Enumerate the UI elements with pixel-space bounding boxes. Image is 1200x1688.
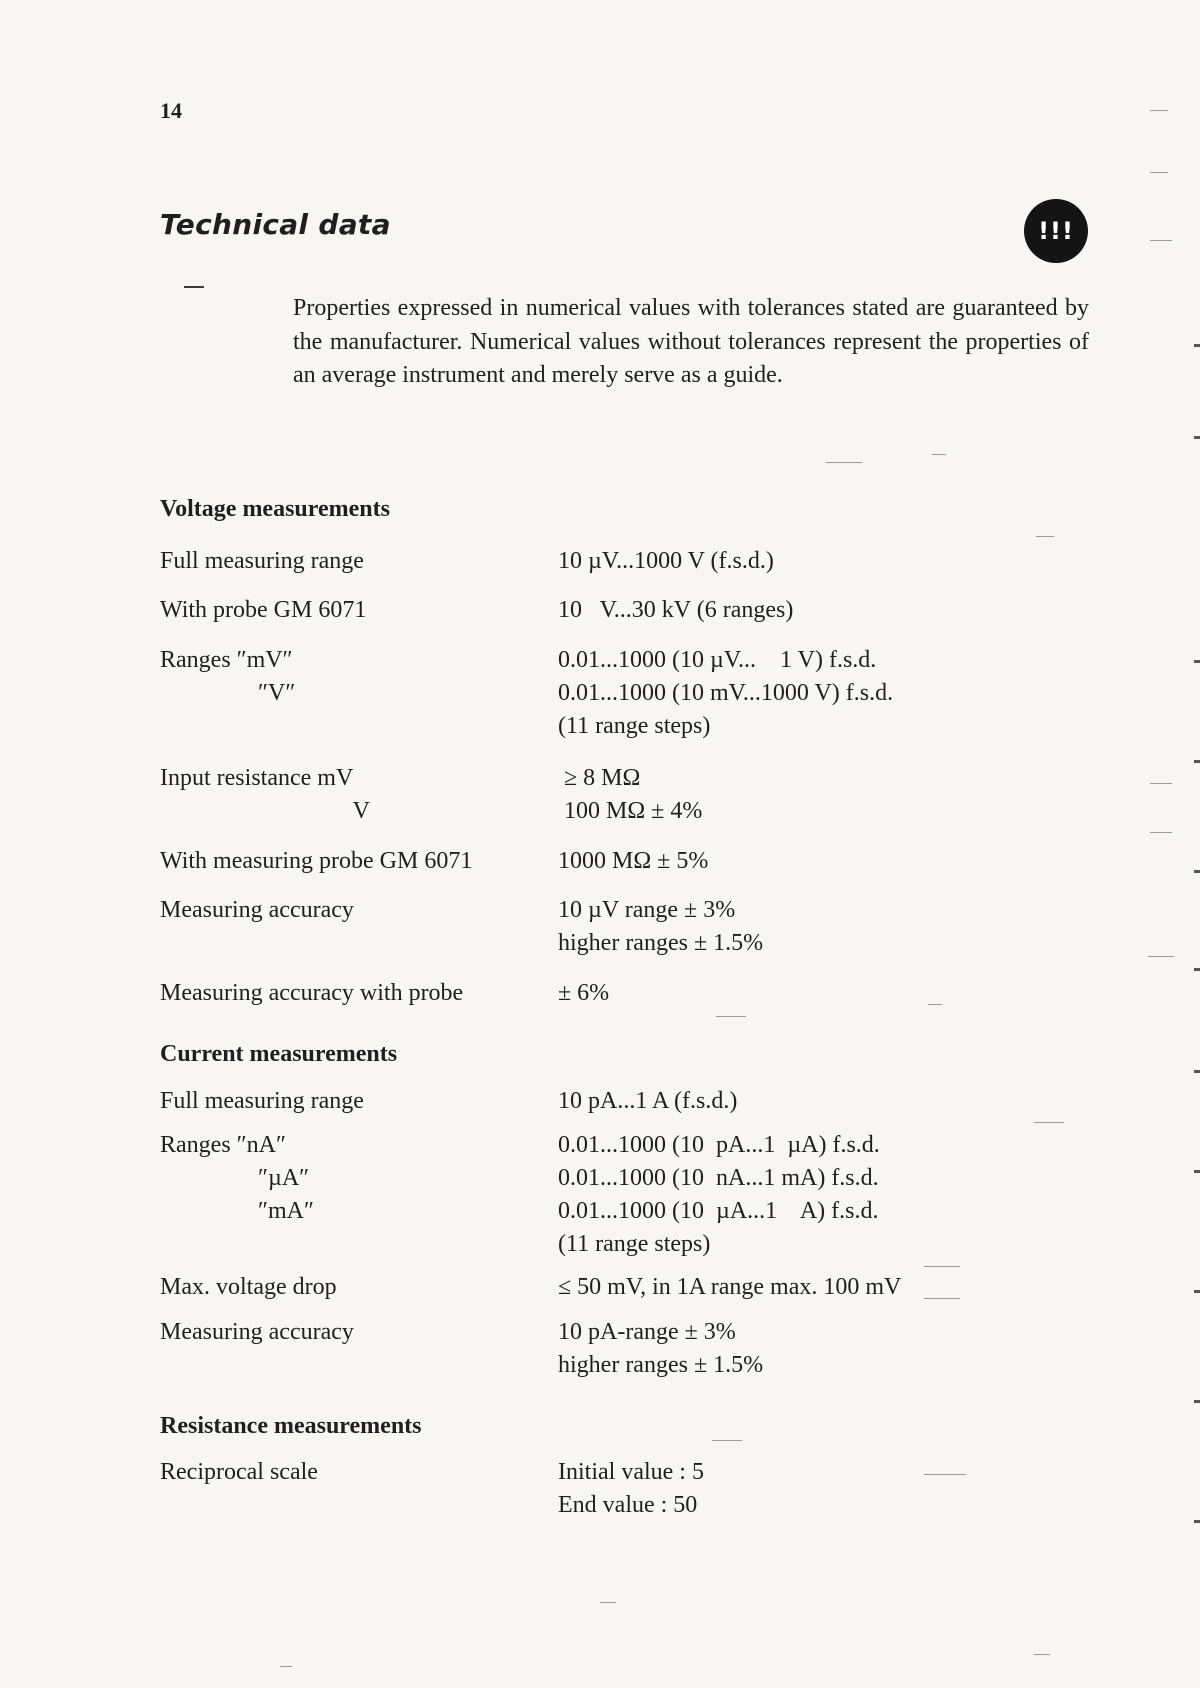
scan-mark xyxy=(1150,783,1172,784)
scan-mark xyxy=(924,1266,960,1267)
spec-label: Max. voltage drop xyxy=(160,1274,337,1300)
scan-mark xyxy=(712,1440,742,1441)
edge-mark xyxy=(1194,968,1200,971)
scan-mark xyxy=(932,454,946,455)
section-heading-resistance: Resistance measurements xyxy=(160,1413,422,1439)
spec-value: ≤ 50 mV, in 1A range max. 100 mV xyxy=(558,1274,902,1300)
edge-mark xyxy=(1194,1400,1200,1403)
edge-mark xyxy=(1194,760,1200,763)
section-heading-voltage: Voltage measurements xyxy=(160,496,390,522)
spec-value: 1000 MΩ ± 5% xyxy=(558,848,709,874)
scan-mark xyxy=(826,462,862,463)
scan-mark xyxy=(1148,956,1174,957)
dash-mark xyxy=(184,286,204,288)
scan-mark xyxy=(1150,172,1168,173)
page-title: Technical data xyxy=(160,208,391,241)
scan-mark xyxy=(600,1602,616,1603)
edge-mark xyxy=(1194,436,1200,439)
spec-value: ≥ 8 MΩ 100 MΩ ± 4% xyxy=(558,765,703,824)
scan-mark xyxy=(1150,832,1172,833)
spec-label: With probe GM 6071 xyxy=(160,597,367,623)
intro-paragraph: Properties expressed in numerical values with tolerances stated are guaranteed by the manufacturer. Numerical values without tolerances represent the properties of an average instrument and merely serve as a guide. xyxy=(293,295,1089,388)
spec-value: ± 6% xyxy=(558,980,610,1006)
spec-label: Measuring accuracy with probe xyxy=(160,980,464,1006)
edge-mark xyxy=(1194,870,1200,873)
page-number: 14 xyxy=(160,98,182,123)
scan-mark xyxy=(924,1474,966,1475)
spec-value: 0.01...1000 (10 µV... 1 V) f.s.d. 0.01...1000 (10 mV...1000 V) f.s.d. (11 range steps) xyxy=(558,647,894,739)
edge-mark xyxy=(1194,1070,1200,1073)
spec-value: 10 µV...1000 V (f.s.d.) xyxy=(558,548,774,574)
scan-mark xyxy=(1034,1654,1050,1655)
scan-mark xyxy=(1150,240,1172,241)
spec-value: 10 pA...1 A (f.s.d.) xyxy=(558,1088,738,1114)
edge-mark xyxy=(1194,660,1200,663)
scan-mark xyxy=(924,1298,960,1299)
scan-mark xyxy=(1036,536,1054,537)
spec-value: Initial value : 5 End value : 50 xyxy=(558,1459,704,1518)
spec-label: Measuring accuracy xyxy=(160,1319,354,1345)
spec-value: 10 V...30 kV (6 ranges) xyxy=(558,597,794,623)
edge-mark xyxy=(1194,1290,1200,1293)
spec-value: 10 µV range ± 3% higher ranges ± 1.5% xyxy=(558,897,764,956)
edge-mark xyxy=(1194,1170,1200,1173)
spec-value: 10 pA-range ± 3% higher ranges ± 1.5% xyxy=(558,1319,764,1378)
spec-label: Ranges ″mV″ ″V″ xyxy=(160,647,296,706)
edge-mark xyxy=(1194,344,1200,347)
spec-label: Full measuring range xyxy=(160,1088,364,1114)
spec-label: Measuring accuracy xyxy=(160,897,354,923)
spec-value: 0.01...1000 (10 pA...1 µA) f.s.d. 0.01...1000 (10 nA...1 mA) f.s.d. 0.01...1000 (10 µA...1 A) f.s.d. (11 range steps) xyxy=(558,1132,880,1257)
scan-mark xyxy=(1034,1122,1064,1123)
section-heading-current: Current measurements xyxy=(160,1041,398,1067)
scan-mark xyxy=(1150,110,1168,111)
spec-label: Full measuring range xyxy=(160,548,364,574)
spec-label: Input resistance mV V xyxy=(160,765,370,824)
scan-mark xyxy=(716,1016,746,1017)
edge-mark xyxy=(1194,1520,1200,1523)
scan-mark xyxy=(280,1666,292,1667)
spec-label: Reciprocal scale xyxy=(160,1459,318,1485)
section-badge: !!! xyxy=(1024,199,1088,263)
spec-label: Ranges ″nA″ ″µA″ ″mA″ xyxy=(160,1132,314,1224)
spec-label: With measuring probe GM 6071 xyxy=(160,848,473,874)
scan-mark xyxy=(928,1004,942,1005)
